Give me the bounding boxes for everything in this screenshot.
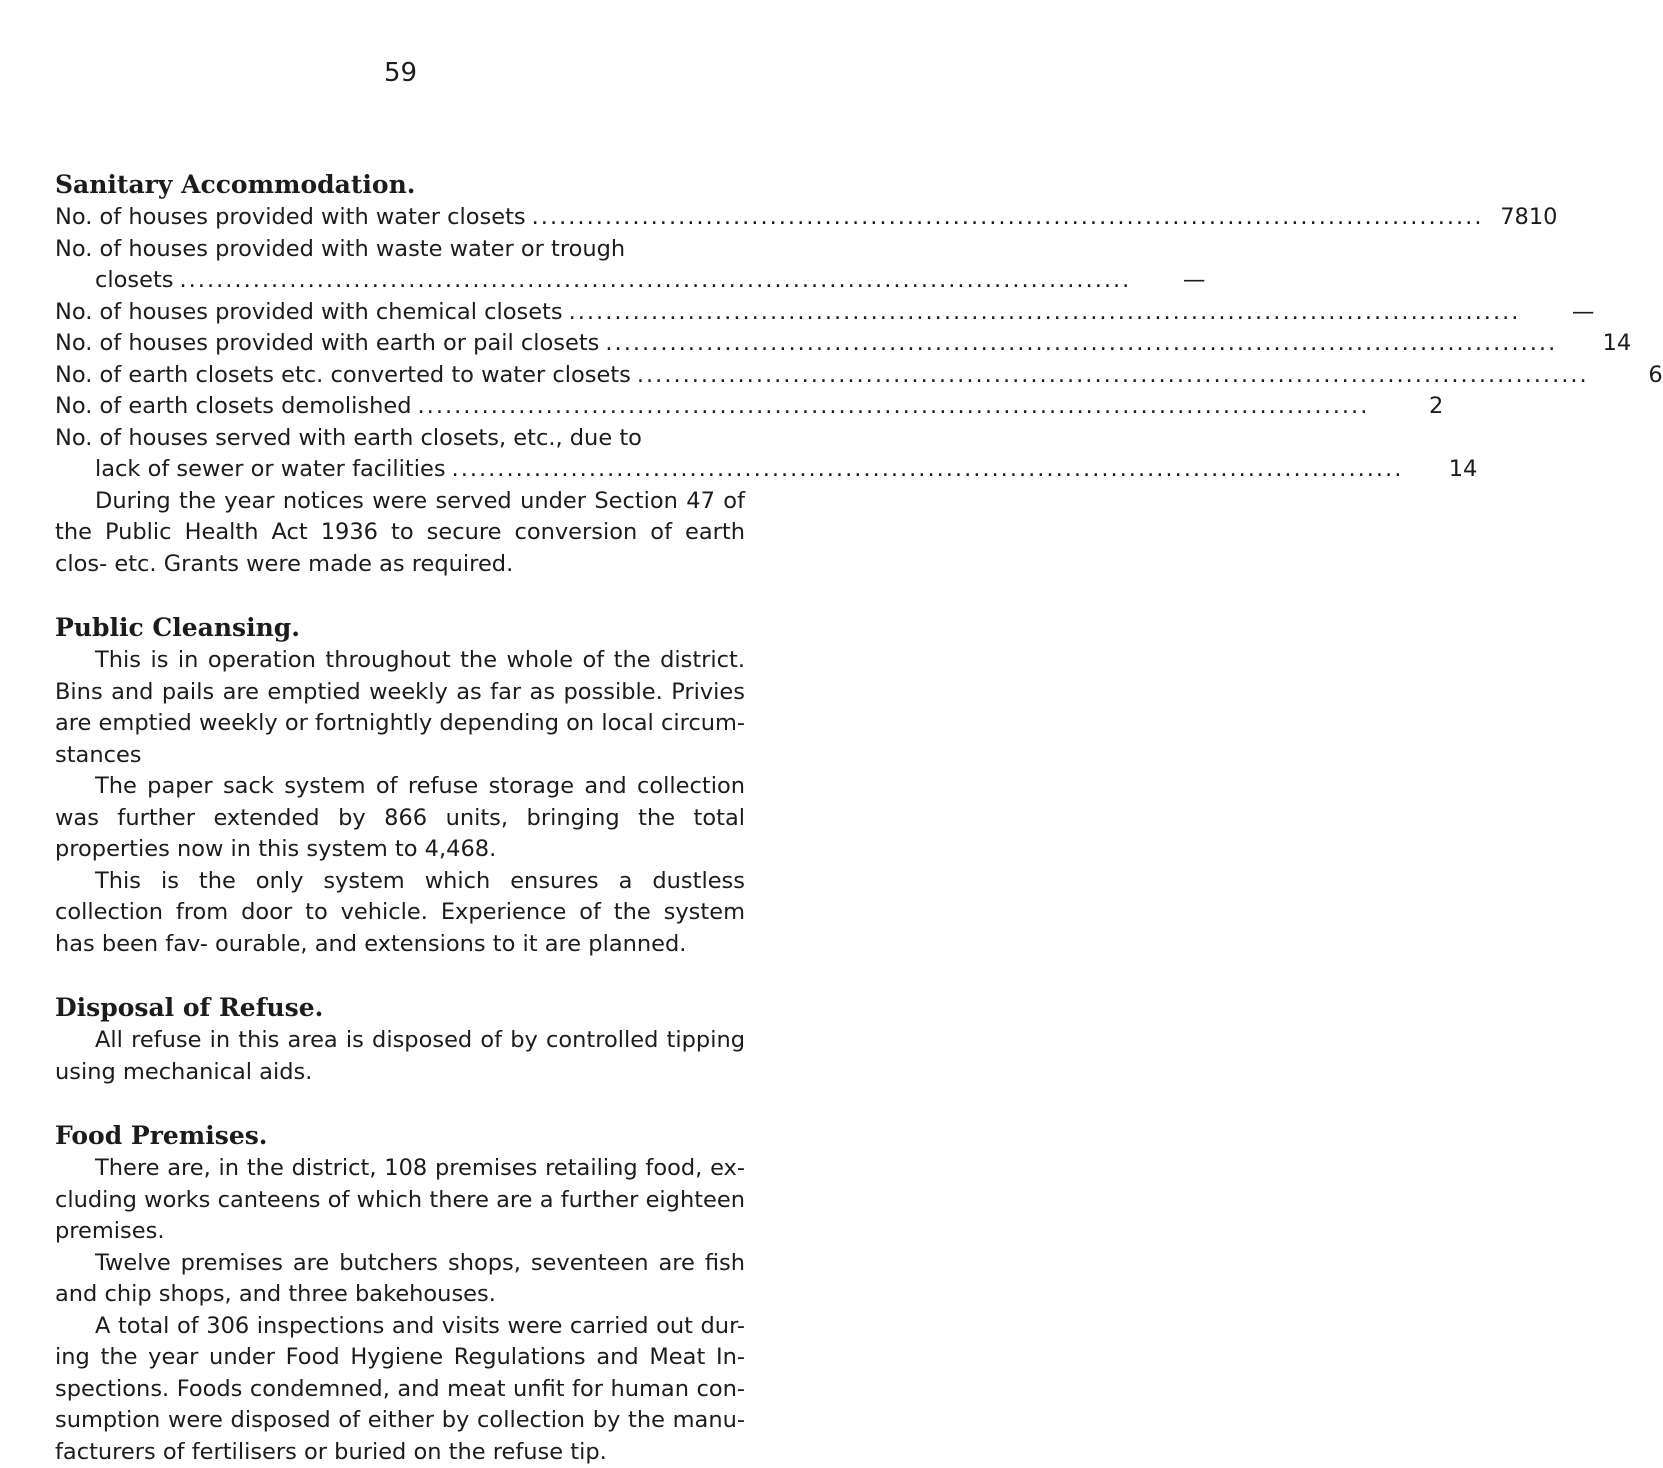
- leader-dots: ........................................................................................................: [637, 360, 1589, 392]
- entry-value: 14: [1407, 454, 1477, 486]
- entry-label: No. of houses provided with earth or pail closets: [55, 328, 599, 360]
- paragraph: This is in operation throughout the whole of the district. Bins and pails are emptied weekly as far as possible. Privies are emptied weekly or fortnightly depending on local circum- stances: [55, 645, 745, 771]
- list-item: [55, 297, 745, 329]
- paragraph: There are, in the district, 108 premises retailing food, ex- cluding works canteens of which there are a further eighteen premises.: [55, 1153, 745, 1248]
- section-heading: Sanitary Accommodation.: [55, 168, 745, 202]
- entry-label-continued: closets: [95, 265, 174, 297]
- section-disposal-of-refuse: [55, 991, 745, 1088]
- entry-value: —: [1524, 297, 1594, 329]
- paragraph: The paper sack system of refuse storage and collection was further extended by 866 units, bringing the total properties now in this system to 4,468.: [55, 771, 745, 866]
- leader-dots: ........................................................................................................: [569, 297, 1521, 329]
- paragraph: This is the only system which ensures a dustless collection from door to vehicle. Experience of the system has been fav- ourable, and extensions to it are planned.: [55, 866, 745, 961]
- list-item: [55, 360, 745, 392]
- list-item: [55, 234, 745, 297]
- section-food-premises: [55, 1119, 745, 1468]
- paragraph: A total of 306 inspections and visits were carried out dur- ing the year under Food Hygiene Regulations and Meat In- spections. Foods condemned, and meat unfit for human con- sumption were disposed of either by collection by the manu- facturers of fertilisers or buried on the refuse tip.: [55, 1311, 745, 1468]
- section-heading: Disposal of Refuse.: [55, 991, 745, 1025]
- entry-label-continued: lack of sewer or water facilities: [95, 454, 446, 486]
- paragraph: During the year notices were served under Section 47 of the Public Health Act 1936 to secure conversion of earth clos- etc. Grants were made as required.: [55, 486, 745, 581]
- entry-label: No. of houses provided with chemical closets: [55, 297, 563, 329]
- entry-value: 7810: [1487, 202, 1557, 234]
- leader-dots: ........................................................................................................: [180, 265, 1132, 297]
- section-heading: Food Premises.: [55, 1119, 745, 1153]
- paragraph: All refuse in this area is disposed of by controlled tipping using mechanical aids.: [55, 1025, 745, 1088]
- entry-label: No. of earth closets demolished: [55, 391, 412, 423]
- list-item: [55, 328, 745, 360]
- list-item: [55, 391, 745, 423]
- entry-label: No. of earth closets etc. converted to water closets: [55, 360, 631, 392]
- leader-dots: ........................................................................................................: [418, 391, 1370, 423]
- leader-dots: ........................................................................................................: [532, 202, 1484, 234]
- entry-value: 6: [1593, 360, 1663, 392]
- paragraph: Twelve premises are butchers shops, seventeen are fish and chip shops, and three bakehouses.: [55, 1248, 745, 1311]
- page-number: 59: [0, 58, 801, 88]
- section-sanitary-accommodation: [55, 168, 745, 580]
- entry-value: 2: [1373, 391, 1443, 423]
- page-content: [55, 168, 745, 1468]
- entry-label: No. of houses provided with waste water or trough: [55, 234, 745, 266]
- entry-value: 14: [1561, 328, 1631, 360]
- entry-label: No. of houses served with earth closets, etc., due to: [55, 423, 745, 455]
- entry-value: —: [1135, 265, 1205, 297]
- sanitary-entries-list: [55, 202, 745, 486]
- leader-dots: ........................................................................................................: [452, 454, 1404, 486]
- section-heading: Public Cleansing.: [55, 611, 745, 645]
- document-page: [0, 0, 801, 1317]
- list-item: [55, 202, 745, 234]
- list-item: [55, 423, 745, 486]
- leader-dots: ........................................................................................................: [605, 328, 1557, 360]
- entry-label: No. of houses provided with water closets: [55, 202, 526, 234]
- section-public-cleansing: [55, 611, 745, 960]
